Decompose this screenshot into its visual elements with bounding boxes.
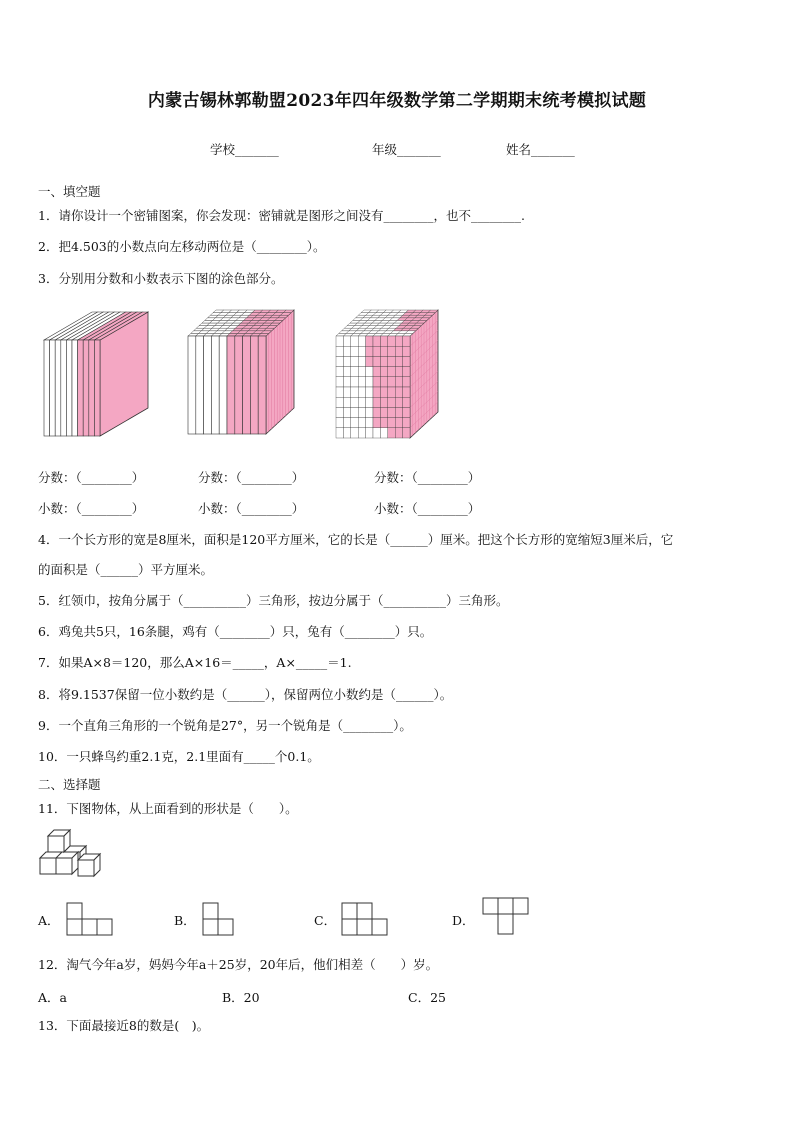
q11-option-b: B． [174, 913, 196, 928]
q11-cube-stack-figure [38, 830, 110, 882]
page-title: 内蒙古锡林郭勒盟2023年四年级数学第二学期期末统考模拟试题 [147, 91, 647, 111]
q3-decimal-2: 小数：（________） [198, 501, 305, 516]
question-6: 6．鸡兔共5只，16条腿，鸡有（________）只，兔有（________）只。 [38, 624, 433, 639]
question-11: 11．下图物体，从上面看到的形状是（ ）。 [38, 801, 298, 816]
q3-decimal-1: 小数：（________） [38, 501, 145, 516]
question-13: 13．下面最接近8的数是( )。 [38, 1018, 210, 1033]
question-4-line-1: 4．一个长方形的宽是8厘米，面积是120平方厘米，它的长是（______）厘米。把这个长方形的宽缩短3厘米后，它 [38, 532, 674, 547]
q11-option-a: A． [38, 913, 60, 928]
question-8: 8．将9.1537保留一位小数约是（______），保留两位小数约是（______）。 [38, 687, 453, 702]
question-5: 5．红领巾，按角分属于（__________）三角形，按边分属于（__________）三角形。 [38, 593, 509, 608]
school-field: 学校_______ [210, 142, 279, 157]
q11-option-d: D． [452, 913, 475, 928]
question-4-line-2: 的面积是（______）平方厘米。 [38, 562, 214, 577]
q11-option-d-shape [482, 897, 530, 937]
section-fill-blank: 一、填空题 [38, 184, 101, 199]
question-10: 10．一只蜂鸟约重2.1克，2.1里面有_____个0.1。 [38, 749, 320, 764]
q11-option-c-shape [341, 902, 389, 936]
question-7: 7．如果A×8＝120，那么A×16＝_____，A×_____＝1. [38, 655, 352, 670]
q12-option-c: C．25 [408, 990, 446, 1005]
name-field: 姓名_______ [506, 142, 575, 157]
q3-fraction-2: 分数：（________） [198, 470, 305, 485]
question-1: 1．请你设计一个密铺图案，你会发现：密铺就是图形之间没有________，也不________. [38, 208, 525, 223]
question-9: 9．一个直角三角形的一个锐角是27°，另一个锐角是（________）。 [38, 718, 412, 733]
q3-figure-hundredths [186, 306, 298, 438]
q12-option-b: B．20 [222, 990, 260, 1005]
question-12: 12．淘气今年a岁，妈妈今年a＋25岁，20年后，他们相差（ ）岁。 [38, 957, 439, 972]
q3-figure-thousandths [334, 306, 440, 440]
q11-option-c: C． [314, 913, 337, 928]
section-multiple-choice: 二、选择题 [38, 777, 101, 792]
q3-figure-tenths [40, 308, 152, 438]
question-2: 2．把4.503的小数点向左移动两位是（________）。 [38, 239, 326, 254]
q11-option-b-shape [202, 902, 236, 936]
q3-fraction-1: 分数：（________） [38, 470, 145, 485]
question-3: 3．分别用分数和小数表示下图的涂色部分。 [38, 271, 284, 286]
q3-fraction-3: 分数：（________） [374, 470, 481, 485]
q12-option-a: A．a [38, 990, 67, 1005]
grade-field: 年级_______ [372, 142, 441, 157]
q3-decimal-3: 小数：（________） [374, 501, 481, 516]
q11-option-a-shape [66, 902, 114, 936]
